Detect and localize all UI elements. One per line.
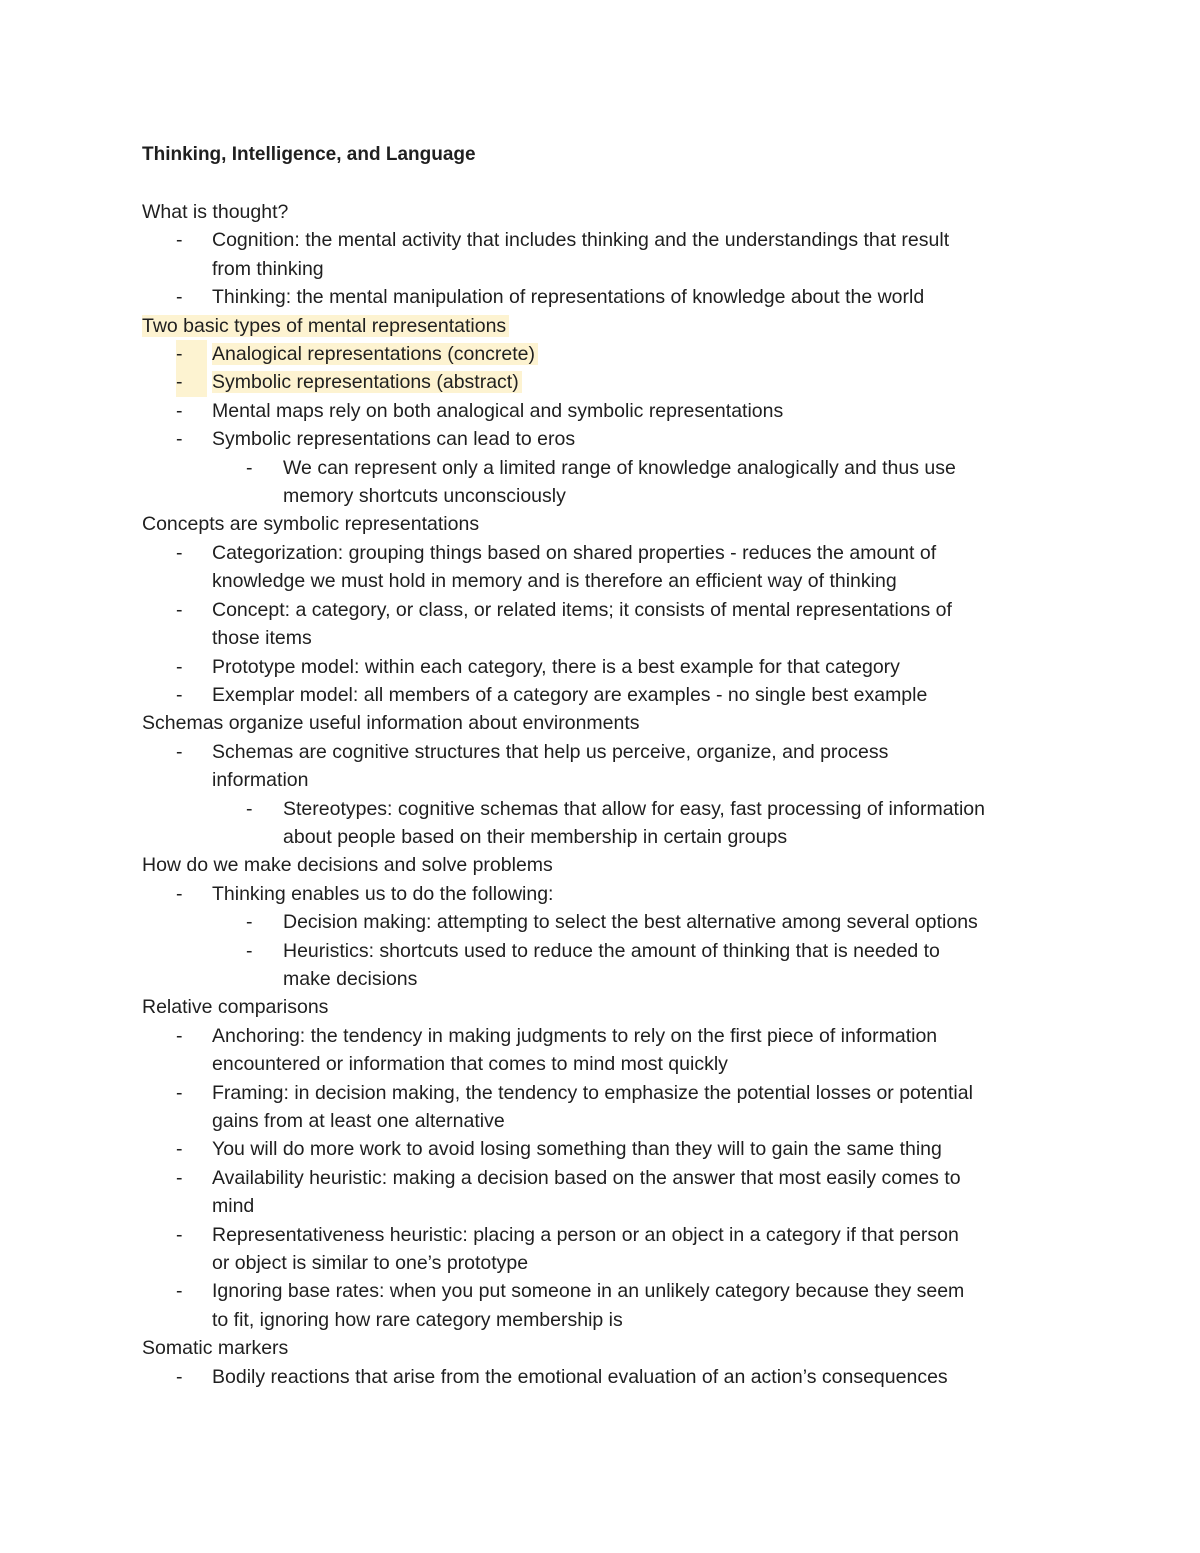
line-text: Two basic types of mental representations (142, 315, 509, 337)
bullet-item (142, 482, 1082, 510)
bullet-dash: - (176, 428, 183, 451)
bullet-item (142, 1277, 1082, 1305)
bullet-item (142, 1050, 1082, 1078)
line-text: those items (212, 627, 312, 650)
bullet-item (142, 823, 1082, 851)
line-text: mind (212, 1195, 255, 1218)
bullet-dash: - (176, 1280, 183, 1303)
line-text: to fit, ignoring how rare category membership is (212, 1308, 623, 1331)
bullet-item (142, 738, 1082, 766)
bullet-item (142, 1135, 1082, 1163)
line-text: encountered or information that comes to mind most quickly (212, 1053, 728, 1076)
bullet-item (142, 653, 1082, 681)
bullet-item (142, 1192, 1082, 1220)
line-text: Ignoring base rates: when you put someone in an unlikely category because they seem (212, 1280, 965, 1303)
bullet-item (142, 283, 1082, 311)
line-text: knowledge we must hold in memory and is therefore an efficient way of thinking (212, 570, 897, 593)
bullet-item (142, 795, 1082, 823)
line-text: Cognition: the mental activity that includes thinking and the understandings that result (212, 229, 950, 252)
bullet-item (142, 908, 1082, 936)
bullet-dash: - (176, 229, 183, 252)
bullet-dash: - (176, 655, 183, 678)
bullet-dash: - (246, 911, 253, 934)
line-text: You will do more work to avoid losing something than they will to gain the same thing (212, 1138, 942, 1161)
bullet-dash: - (176, 340, 207, 368)
bullet-item (142, 624, 1082, 652)
bullet-dash: - (176, 1365, 183, 1388)
bullet-item (142, 368, 1082, 396)
line-text: Framing: in decision making, the tendency to emphasize the potential losses or potential (212, 1081, 973, 1104)
document-title: Thinking, Intelligence, and Language (142, 144, 476, 165)
bullet-dash: - (246, 939, 253, 962)
bullet-dash: - (176, 1138, 183, 1161)
line-text: Concepts are symbolic representations (142, 513, 480, 536)
bullet-dash: - (246, 456, 253, 479)
section-heading (142, 851, 1082, 879)
line-text: memory shortcuts unconsciously (283, 485, 566, 508)
bullet-item (142, 937, 1082, 965)
bullet-dash: - (176, 1166, 183, 1189)
line-text: Concept: a category, or class, or related items; it consists of mental representations of (212, 598, 952, 621)
bullet-dash: - (176, 882, 183, 905)
line-text: Representativeness heuristic: placing a person or an object in a category if that person (212, 1223, 959, 1246)
section-heading (142, 993, 1082, 1021)
bullet-item (142, 1249, 1082, 1277)
notes-body (142, 198, 1082, 1391)
line-text: Analogical representations (concrete) (212, 343, 538, 365)
bullet-item (142, 425, 1082, 453)
line-text: How do we make decisions and solve problems (142, 854, 553, 877)
section-heading (142, 709, 1082, 737)
bullet-item (142, 397, 1082, 425)
bullet-dash: - (176, 683, 183, 706)
line-text: Schemas are cognitive structures that help us perceive, organize, and process (212, 740, 889, 763)
bullet-item (142, 567, 1082, 595)
bullet-item (142, 454, 1082, 482)
bullet-item (142, 596, 1082, 624)
bullet-dash: - (176, 598, 183, 621)
line-text: Somatic markers (142, 1337, 289, 1360)
bullet-item (142, 681, 1082, 709)
bullet-item (142, 1306, 1082, 1334)
line-text: Stereotypes: cognitive schemas that allow for easy, fast processing of information (283, 797, 985, 820)
bullet-item (142, 1022, 1082, 1050)
line-text: make decisions (283, 967, 418, 990)
bullet-item (142, 766, 1082, 794)
bullet-item (142, 340, 1082, 368)
bullet-item (142, 255, 1082, 283)
line-text: Anchoring: the tendency in making judgments to rely on the first piece of information (212, 1024, 938, 1047)
line-text: We can represent only a limited range of knowledge analogically and thus use (283, 456, 956, 479)
line-text: Symbolic representations (abstract) (212, 371, 522, 393)
bullet-dash: - (176, 1081, 183, 1104)
bullet-dash: - (246, 797, 253, 820)
line-text: Heuristics: shortcuts used to reduce the amount of thinking that is needed to (283, 939, 940, 962)
line-text: information (212, 769, 309, 792)
bullet-item (142, 1363, 1082, 1391)
bullet-item (142, 965, 1082, 993)
line-text: Mental maps rely on both analogical and symbolic representations (212, 399, 784, 422)
line-text: Thinking: the mental manipulation of representations of knowledge about the world (212, 286, 925, 309)
section-heading (142, 1334, 1082, 1362)
bullet-item (142, 1107, 1082, 1135)
bullet-dash: - (176, 541, 183, 564)
line-text: Relative comparisons (142, 996, 329, 1019)
bullet-dash: - (176, 399, 183, 422)
bullet-item (142, 1221, 1082, 1249)
bullet-item (142, 880, 1082, 908)
bullet-dash: - (176, 286, 183, 309)
line-text: about people based on their membership in certain groups (283, 825, 788, 848)
bullet-item (142, 1164, 1082, 1192)
line-text: Exemplar model: all members of a category are examples - no single best example (212, 683, 928, 706)
bullet-dash: - (176, 1024, 183, 1047)
line-text: Thinking enables us to do the following: (212, 882, 554, 905)
line-text: Decision making: attempting to select the best alternative among several options (283, 911, 978, 934)
line-text: Bodily reactions that arise from the emotional evaluation of an action’s consequences (212, 1365, 948, 1388)
line-text: Schemas organize useful information about environments (142, 712, 640, 735)
bullet-dash: - (176, 740, 183, 763)
line-text: from thinking (212, 257, 324, 280)
bullet-item (142, 539, 1082, 567)
line-text: Symbolic representations can lead to eros (212, 428, 576, 451)
line-text: or object is similar to one’s prototype (212, 1252, 529, 1275)
section-heading (142, 510, 1082, 538)
bullet-dash: - (176, 368, 207, 396)
bullet-item (142, 226, 1082, 254)
bullet-dash: - (176, 1223, 183, 1246)
line-text: Prototype model: within each category, there is a best example for that category (212, 655, 900, 678)
line-text: gains from at least one alternative (212, 1110, 505, 1132)
line-text: Categorization: grouping things based on shared properties - reduces the amount of (212, 541, 937, 564)
line-text: What is thought? (142, 201, 289, 223)
bullet-item (142, 1079, 1082, 1107)
section-heading (142, 312, 1082, 340)
section-heading (142, 198, 1082, 226)
line-text: Availability heuristic: making a decision based on the answer that most easily comes to (212, 1166, 961, 1189)
